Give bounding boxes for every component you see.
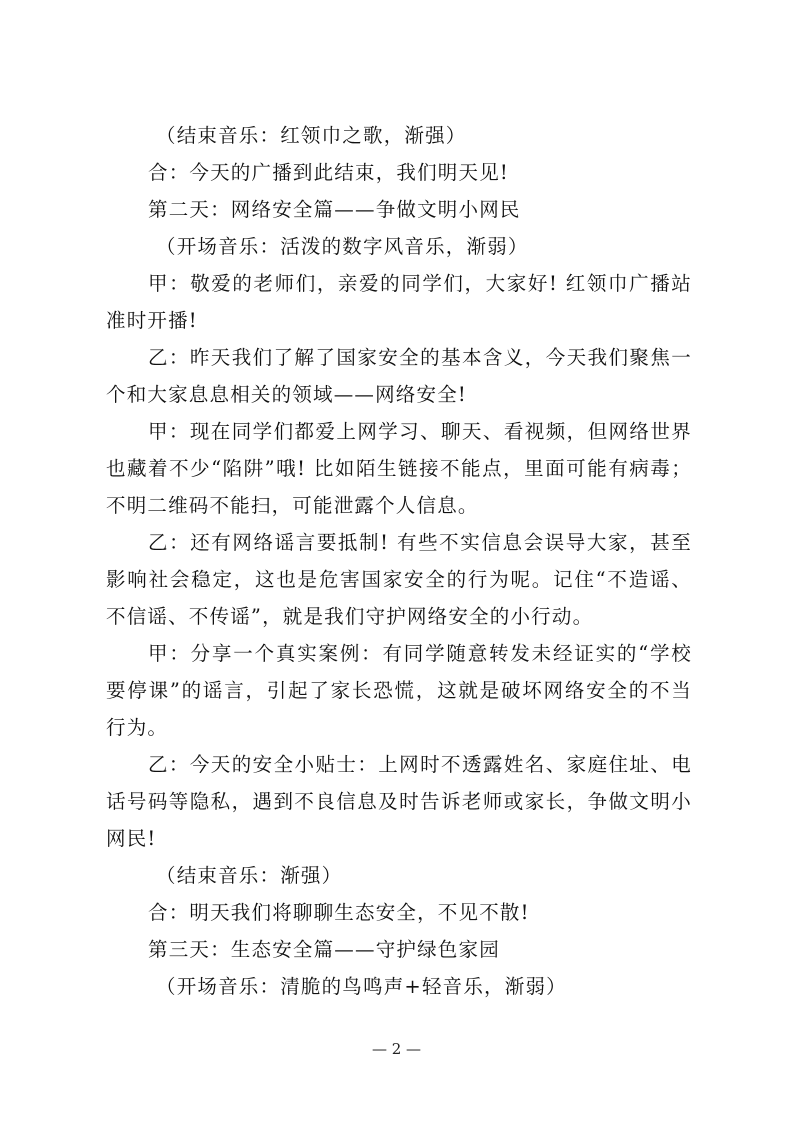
page-number: — 2 — [371,1040,422,1058]
section-heading: 第二天：网络安全篇——争做文明小网民 [148,198,521,221]
document-body [106,117,692,1005]
dialogue-line: 甲：敬爱的老师们，亲爱的同学们，大家好! 红领巾广播站准时开播! [106,272,692,332]
section-heading: 第三天：生态安全篇——守护绿色家园 [148,938,500,961]
dialogue-line: 乙：昨天我们了解了国家安全的基本含义，今天我们聚焦一个和大家息息相关的领域——网络安全! [106,346,692,406]
stage-direction: （开场音乐：活泼的数字风音乐，渐弱） [156,235,529,258]
dialogue-line: 乙：今天的安全小贴士：上网时不透露姓名、家庭住址、电话号码等隐私，遇到不良信息及时告诉老师或家长，争做文明小网民! [106,753,692,850]
stage-direction: （开场音乐：清脆的鸟鸣声+轻音乐，渐弱） [156,975,567,998]
stage-direction: （结束音乐：红领巾之歌，渐强） [156,124,467,147]
dialogue-line: 合：今天的广播到此结束，我们明天见! [148,161,509,184]
dialogue-line: 甲：现在同学们都爱上网学习、聊天、看视频，但网络世界也藏着不少“陷阱”哦! 比如陌生链接不能点，里面可能有病毒；不明二维码不能扫，可能泄露个人信息。 [106,420,692,517]
dialogue-line: 甲：分享一个真实案例：有同学随意转发未经证实的“学校要停课”的谣言，引起了家长恐慌，这就是破坏网络安全的不当行为。 [106,642,692,739]
dialogue-line: 合：明天我们将聊聊生态安全，不见不散! [148,901,530,924]
stage-direction: （结束音乐：渐强） [156,864,343,887]
dialogue-line: 乙：还有网络谣言要抵制! 有些不实信息会误导大家，甚至影响社会稳定，这也是危害国家安全的行为呢。记住“不造谣、不信谣、不传谣”，就是我们守护网络安全的小行动。 [106,531,692,628]
